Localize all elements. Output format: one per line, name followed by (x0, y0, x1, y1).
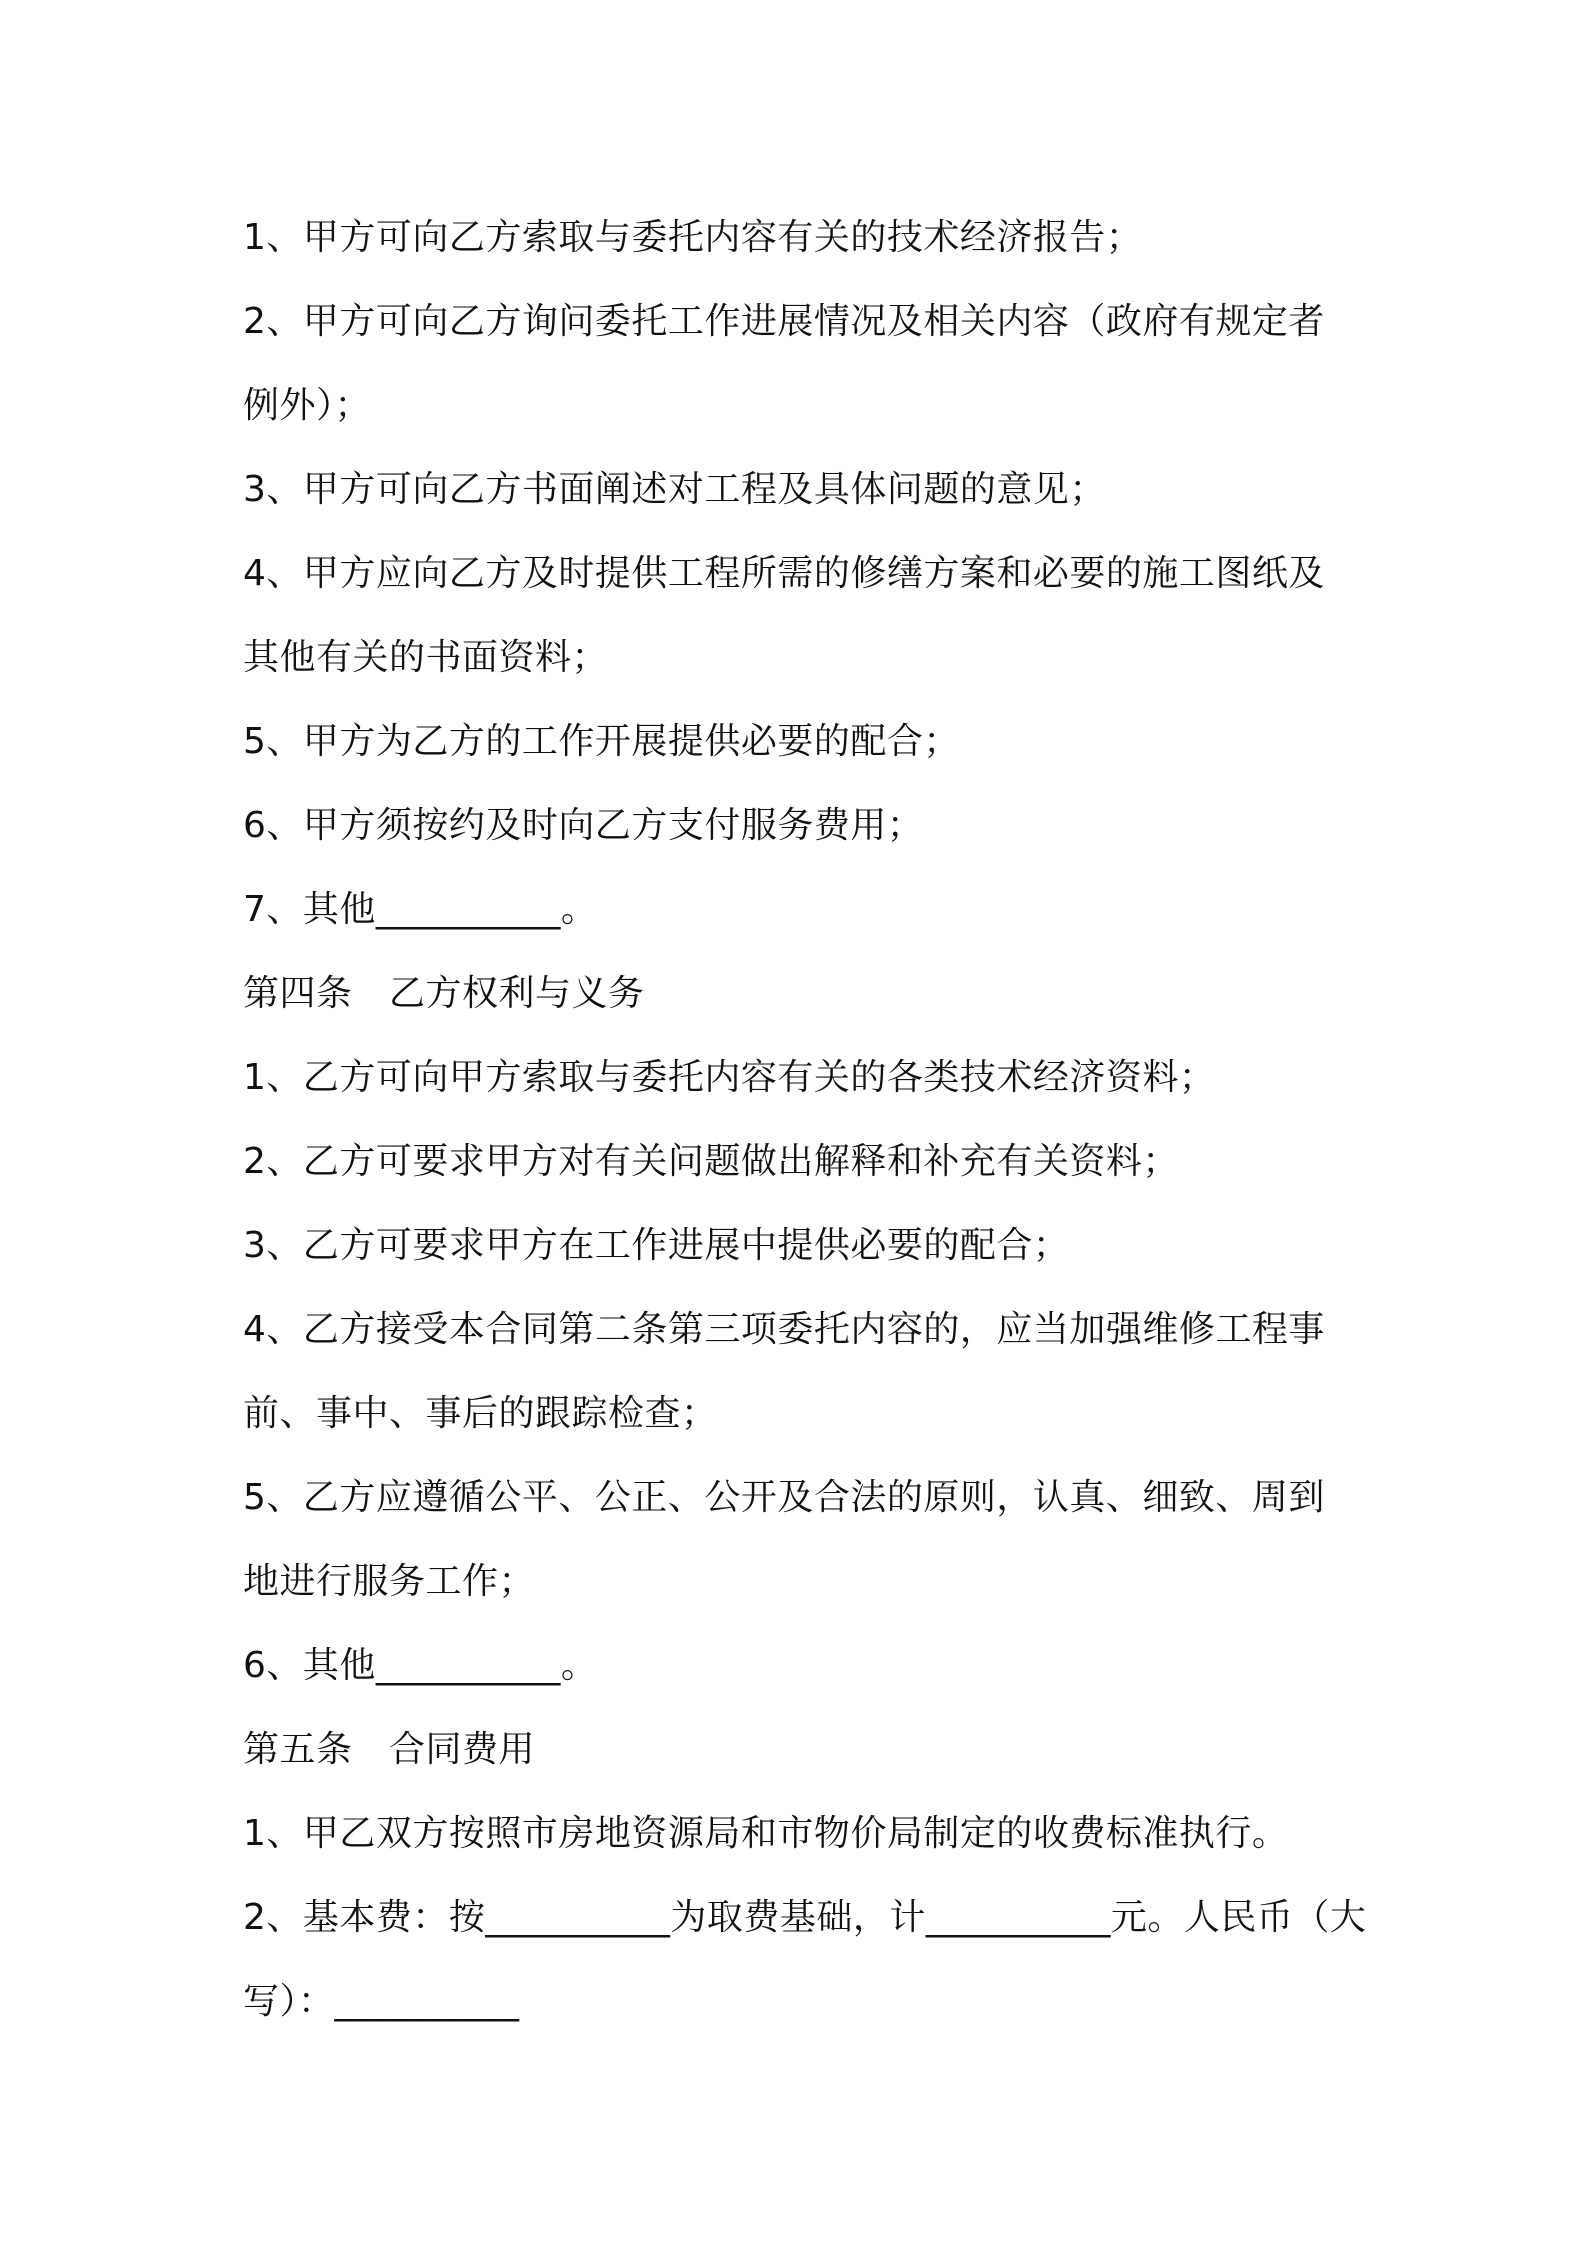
article-four-heading: 第四条 乙方权利与义务 (243, 973, 645, 1014)
party-b-clause-4-continued: 前、事中、事后的跟踪检查； (243, 1393, 718, 1434)
party-a-clause-1: 1、甲方可向乙方索取与委托内容有关的技术经济报告； (243, 217, 1143, 258)
party-a-clause-3: 3、甲方可向乙方书面阐述对工程及具体问题的意见； (243, 469, 1106, 510)
fee-clause-2-continued: 写）：__________ (243, 1981, 520, 2022)
party-b-clause-1: 1、乙方可向甲方索取与委托内容有关的各类技术经济资料； (243, 1057, 1216, 1098)
party-a-clause-2-continued: 例外）； (243, 385, 372, 426)
fee-clause-1: 1、甲乙双方按照市房地资源局和市物价局制定的收费标准执行。 (243, 1813, 1289, 1854)
party-b-clause-5-continued: 地进行服务工作； (243, 1561, 536, 1602)
party-a-clause-2: 2、甲方可向乙方询问委托工作进展情况及相关内容（政府有规定者 (243, 301, 1325, 342)
party-b-clause-2: 2、乙方可要求甲方对有关问题做出解释和补充有关资料； (243, 1141, 1179, 1182)
contract-text-body (243, 196, 1367, 2044)
party-a-clause-5: 5、甲方为乙方的工作开展提供必要的配合； (243, 721, 960, 762)
party-b-clause-3: 3、乙方可要求甲方在工作进展中提供必要的配合； (243, 1225, 1070, 1266)
fee-clause-2: 2、基本费：按__________为取费基础，计__________元。人民币（大 (243, 1897, 1367, 1938)
party-b-clause-6: 6、其他__________。 (243, 1645, 598, 1686)
article-five-heading: 第五条 合同费用 (243, 1729, 536, 1770)
party-a-clause-4: 4、甲方应向乙方及时提供工程所需的修缮方案和必要的施工图纸及 (243, 553, 1325, 594)
party-b-clause-4: 4、乙方接受本合同第二条第三项委托内容的，应当加强维修工程事 (243, 1309, 1325, 1350)
party-b-clause-5: 5、乙方应遵循公平、公正、公开及合法的原则，认真、细致、周到 (243, 1477, 1325, 1518)
party-a-clause-4-continued: 其他有关的书面资料； (243, 637, 609, 678)
party-a-clause-7: 7、其他__________。 (243, 889, 598, 930)
party-a-clause-6: 6、甲方须按约及时向乙方支付服务费用； (243, 805, 924, 846)
